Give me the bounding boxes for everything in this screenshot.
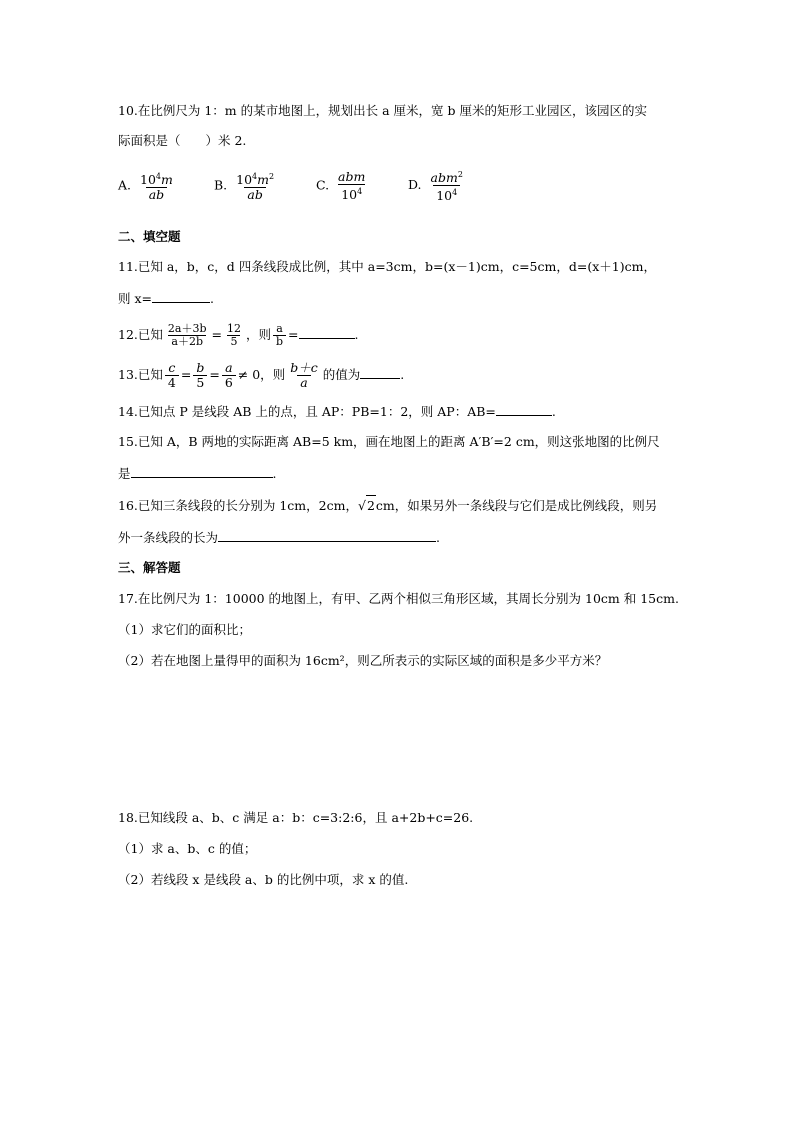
answer-blank[interactable] — [218, 527, 436, 542]
option-fraction — [428, 168, 466, 203]
q16-text: 16.已知三条线段的长分别为 1cm，2cm， — [118, 498, 358, 513]
exponent: 4 — [452, 188, 458, 198]
fraction-numerator: abm — [338, 168, 366, 184]
q13-line — [118, 360, 404, 390]
q10-line2: 际面积是（ ）米 2. — [118, 133, 247, 148]
fraction-numerator: 2a＋3b — [167, 322, 207, 335]
fraction-numerator: 10 — [140, 171, 156, 187]
q13-fraction-c4 — [165, 361, 179, 390]
q13-fraction-bc-a — [287, 361, 321, 390]
fraction-denominator: 5 — [227, 335, 240, 348]
q12-mid: ，则 — [245, 327, 271, 342]
q10-line1: 10.在比例尺为 1：m 的某市地图上，规划出长 a 厘米，宽 b 厘米的矩形工业园区，该园区的实 — [118, 103, 647, 118]
answer-blank[interactable] — [152, 288, 210, 303]
fraction-denominator: 10 — [341, 186, 358, 202]
fraction-denominator: 4 — [165, 375, 179, 390]
section-heading-fill-in: 二、填空题 — [118, 229, 181, 244]
option-fraction — [137, 170, 176, 202]
fraction-denominator: 5 — [193, 375, 207, 390]
period: . — [210, 291, 214, 306]
equals-sign: = — [180, 367, 192, 382]
period: . — [400, 367, 405, 382]
q10-option-c — [316, 170, 404, 202]
q16-line2 — [118, 527, 440, 548]
option-label: C. — [315, 177, 330, 193]
exponent: 4 — [155, 171, 161, 181]
q12-fraction-1 — [165, 323, 210, 348]
fraction-numerator: abm — [430, 170, 458, 186]
answer-blank[interactable] — [360, 364, 400, 379]
period: . — [436, 530, 440, 545]
exponent: 2 — [457, 170, 463, 179]
q12-fraction-2 — [224, 323, 244, 348]
exponent: 4 — [357, 186, 363, 196]
radicand: 2 — [366, 495, 376, 516]
q12-prefix: 12.已知 — [118, 327, 163, 342]
q15-line1: 15.已知 A，B 两地的实际距离 AB=5 km，画在地图上的距离 A′B′=2 cm，则这张地图的比例尺 — [118, 434, 660, 449]
equals-sign: = — [209, 367, 220, 382]
q11-text: 则 x= — [118, 291, 152, 306]
section-heading-answer: 三、解答题 — [118, 560, 181, 575]
q18-line1: 18.已知线段 a、b、c 满足 a：b：c=3:2:6，且 a+2b+c=26. — [118, 810, 474, 825]
q13-prefix: 13.已知 — [118, 367, 163, 382]
equals-sign: = — [211, 327, 222, 342]
q18-line2: （1）求 a、b、c 的值； — [118, 841, 257, 856]
q11-line2 — [118, 288, 214, 309]
fraction-numerator: 10 — [236, 171, 253, 187]
fraction-variable: m — [161, 171, 173, 187]
q11-line1: 11.已知 a，b，c，d 四条线段成比例，其中 a=3cm，b=(x－1)cm，c=5cm，d=(x＋1)cm， — [118, 259, 656, 274]
period: . — [551, 404, 556, 419]
q13-suffix: 的值为 — [322, 367, 361, 382]
period: . — [354, 327, 359, 342]
option-label: A. — [118, 177, 132, 193]
fraction-numerator: c — [168, 360, 176, 375]
q14-text: 14.已知点 P 是线段 AB 上的点，且 AP：PB=1：2，则 AP：AB= — [118, 404, 496, 419]
fraction-numerator: b — [196, 360, 205, 375]
fraction-denominator: 10 — [436, 188, 453, 204]
q18-line3: （2）若线段 x 是线段 a、b 的比例中项，求 x 的值. — [118, 872, 409, 887]
q14-line — [118, 401, 556, 422]
option-label: B. — [213, 177, 228, 193]
q10-option-b — [214, 170, 312, 202]
fraction-denominator: b — [273, 335, 286, 348]
fraction-denominator: ab — [244, 187, 265, 202]
answer-blank[interactable] — [299, 324, 355, 339]
fraction-denominator: 6 — [222, 375, 236, 390]
option-label: D. — [407, 177, 422, 193]
q16-line1 — [118, 495, 657, 516]
fraction-numerator: b＋c — [290, 360, 318, 375]
q13-fraction-b5 — [193, 361, 207, 390]
q13-fraction-a6 — [222, 361, 236, 390]
exponent: 4 — [252, 171, 258, 181]
q16-text-2: cm，如果另外一条线段与它们是成比例线段，则另 — [375, 498, 658, 513]
fraction-variable: m — [257, 171, 269, 187]
q12-line — [118, 320, 359, 350]
q15-line2 — [118, 463, 277, 484]
fraction-numerator: 12 — [226, 322, 241, 335]
q13-condition: ≠ 0，则 — [237, 367, 286, 382]
q10-option-a — [118, 170, 210, 202]
q17-line1: 17.在比例尺为 1：10000 的地图上，有甲、乙两个相似三角形区域，其周长分别为 10cm 和 15cm. — [118, 591, 679, 606]
fraction-denominator: ab — [146, 187, 167, 202]
option-fraction — [233, 170, 277, 202]
q10-option-d — [408, 168, 468, 203]
sqrt-expression — [358, 495, 376, 516]
fraction-numerator: a — [225, 360, 233, 375]
q10-options — [118, 168, 468, 203]
fraction-denominator: a＋2b — [168, 335, 206, 348]
fraction-denominator: a — [297, 375, 310, 390]
period: . — [272, 466, 277, 481]
q12-fraction-3 — [273, 323, 286, 348]
q17-line3: （2）若在地图上量得甲的面积为 16cm²，则乙所表示的实际区域的面积是多少平方米？ — [118, 653, 608, 668]
answer-blank[interactable] — [496, 401, 552, 416]
exponent: 2 — [269, 171, 275, 181]
q15-text: 是 — [118, 466, 131, 481]
q17-line2: （1）求它们的面积比； — [118, 622, 251, 637]
fraction-numerator: a — [276, 322, 283, 335]
option-fraction — [335, 170, 368, 202]
answer-blank[interactable] — [131, 463, 273, 478]
q16-text-3: 外一条线段的长为 — [118, 530, 219, 545]
radical-sign: √ — [357, 498, 366, 513]
equals-sign: = — [288, 327, 299, 342]
